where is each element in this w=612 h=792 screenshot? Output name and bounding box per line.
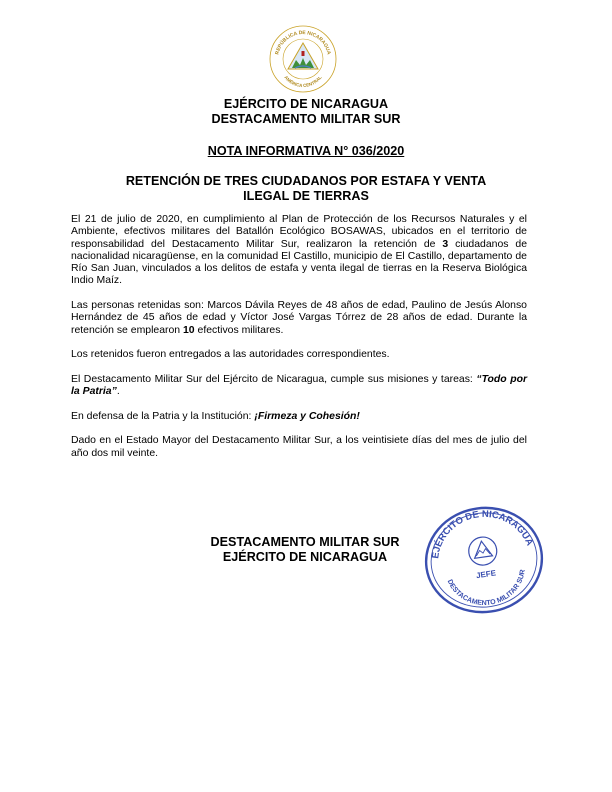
paragraph-4 [71,374,527,399]
paragraph-4-text-a: El Destacamento Militar Sur del Ejército de Nicaragua, cumple sus misiones y tareas: [71,373,477,385]
signature-block [170,535,440,564]
headline-line-2: ILEGAL DE TIERRAS [243,188,369,203]
paragraph-5 [71,411,527,423]
header-line-2: DESTACAMENTO MILITAR SUR [211,111,401,126]
paragraph-1-text-b: ciudadanos de nacionalidad nicaragüense, en la comunidad El Castillo, municipio de El Castillo, departamento de Río San Juan, vinculados a los delitos de estafa y venta ilegal de tierras en la Reserva Biológica Indio Maíz. [71,238,527,287]
paragraph-6: Dado en el Estado Mayor del Destacamento Militar Sur, a los veintisiete días del mes de julio del año dos mil veinte. [71,435,527,459]
stamp-text-top: EJÉRCITO DE NICARAGUA [430,508,536,560]
emblem-text-top: REPÚBLICA DE NICARAGUA [274,29,332,56]
headline-line-1: RETENCIÓN DE TRES CIUDADANOS POR ESTAFA Y VENTA [125,174,487,188]
nota-informativa-title: NOTA INFORMATIVA N° 036/2020 [207,144,405,158]
paragraph-2 [71,300,527,337]
stamp-center-text: JEFE [475,568,497,581]
document-body [71,214,527,472]
paragraph-1 [71,214,527,288]
document-headline [0,174,612,203]
paragraph-1-text-a: El 21 de julio de 2020, en cumplimiento al Plan de Protección de los Recursos Naturales y el Ambiente, efectivos militares del Batallón Ecológico BOSAWAS, ubicados en el territorio de responsabilidad del Destacamento Militar Sur, realizaron la retención de [71,214,527,250]
svg-text:AMÉRICA CENTRAL [283,75,322,89]
header-line-1: EJÉRCITO DE NICARAGUA [223,97,389,111]
paragraph-3: Los retenidos fueron entregados a las autoridades correspondientes. [71,349,390,361]
personnel-count: 10 [182,324,195,336]
stamp-text-bottom: DESTACAMENTO MILITAR SUR [445,569,527,607]
signature-line-2: EJÉRCITO DE NICARAGUA [222,549,388,564]
motto: “Todo por la Patria” [71,373,528,398]
svg-text:EJÉRCITO DE NICARAGUA [424,505,535,561]
paragraph-5-text-a: En defensa de la Patria y la Institución: [71,410,255,422]
official-stamp [418,505,550,615]
paragraph-2-text-a: Las personas retenidas son: Marcos Dávila Reyes de 48 años de edad, Paulino de Jesús Alonso Hernández de 45 años de edad y Víctor José Vargas Tórrez de 28 años de edad. Durante la retención se emplearon [71,300,527,336]
signature-line-1: DESTACAMENTO MILITAR SUR [210,535,400,549]
organization-header [0,97,612,126]
detainee-count: 3 [442,238,449,250]
paragraph-4-text-b: . [116,386,120,398]
slogan: ¡Firmeza y Cohesión! [254,410,360,422]
coat-of-arms-emblem [268,24,338,94]
emblem-text-bottom: AMÉRICA CENTRAL [283,74,323,89]
paragraph-2-text-b: efectivos militares. [194,324,284,336]
